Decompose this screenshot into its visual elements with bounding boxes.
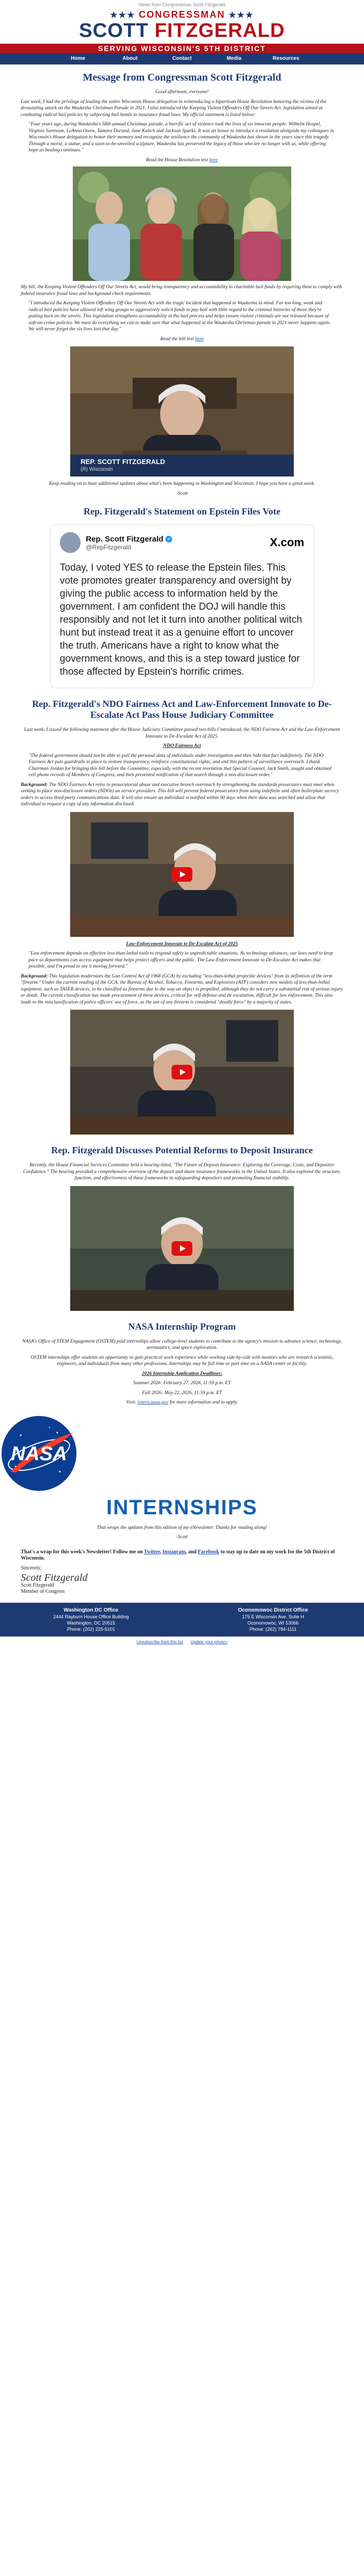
banner-line1: CONGRESSMAN bbox=[138, 9, 225, 20]
family-photo bbox=[73, 166, 291, 281]
star-icon: ★★★ bbox=[225, 11, 254, 20]
nasa-paragraph-2: OSTEM internships offer students an opportunity to gain practical work experience while working side-by-side with mentors who are research scientists, engineers, and individuals from many other professions. Internships may be full time or part time on a NASA center or facility. bbox=[30, 1355, 334, 1367]
epstein-title: Rep. Fitzgerald's Statement on Epstein Files Vote bbox=[83, 506, 281, 517]
avatar bbox=[60, 532, 81, 553]
intern-link[interactable]: intern.nasa.gov bbox=[137, 1400, 168, 1405]
header-banner bbox=[0, 9, 364, 44]
banner-tagline: SERVING WISCONSIN'S 5TH DISTRICT bbox=[0, 44, 364, 53]
ndo-video[interactable] bbox=[70, 812, 294, 937]
message-quote: "Four years ago, during Waukesha's 58th annual Christmas parade, a horrific act of violence took the lives of six innocent people: Wilhelm Hospel, Virginia Sorenson, LeAnna Owen, Tamara Durand, Jane Kulich and Jackson Sparks. It was an honor to introduce a resolution alongside my colleagues in Wisconsin's House delegation to honor their memory and recognize the resilience the community of Waukesha has shown in the years since this tragedy. Through a moral, a statue, and a soon-to-be-unveiled sculpture, Waukesha has preserved the legacy of those who are no longer with us, while offering hope as healing continues." bbox=[29, 122, 334, 153]
deadline-summer: Summer 2026: February 27, 2026, 11:59 p.m. ET bbox=[133, 1381, 231, 1386]
dc-office: Washington DC Office 2444 Rayburn House Office Building Washington, DC 20515 Phone: (202) 225-5101 bbox=[53, 1607, 129, 1632]
play-icon[interactable] bbox=[172, 1065, 192, 1079]
nav-home[interactable]: Home bbox=[71, 56, 85, 61]
closing-paragraph: Keep reading on to hear additional updates about what's been happening in Washington and Wisconsin. I hope you have a great week. bbox=[49, 481, 315, 486]
message-paragraph: Last week, I had the privilege of leading the entire Wisconsin House delegation in reintroducing a bipartisan House Resolution honoring the victims of the devastating attack on the Waukesha Christmas Parade in 2021. I also introduced the Keeping Violent Offenders Off Our Streets Act, legislation aimed at combating radical bail policies by subjecting bail bonds to insurance fraud laws. My official statement is listed below: bbox=[21, 99, 327, 118]
read-bill: Read the bill text here bbox=[160, 336, 204, 342]
nasa-logo-text: NASA bbox=[11, 1442, 67, 1465]
video-caption-district: (R) Wisconsin bbox=[81, 467, 113, 472]
deposit-paragraph: Recently, the House Financial Services Committee held a hearing titled, "The Future of Deposit Insurance: Exploring the Coverage, Costs, and Depositor Confidence." The hearing provided a comprehensive overview of the deposit and share insurance frameworks in the United States. It also explored the structure, function, and effectiveness of these frameworks in safeguarding depositors and promoting financial stability. bbox=[23, 1163, 341, 1181]
oconomowoc-office: Oconomowoc District Office 175 E Wisconsin Ave, Suite H Oconomowoc, WI 53066 Phone: (262) 784-1111 bbox=[238, 1607, 308, 1632]
play-icon[interactable] bbox=[172, 1241, 192, 1256]
deposit-title: Rep. Fitzgerald Discusses Potential Reforms to Deposit Insurance bbox=[51, 1145, 313, 1155]
resolution-link[interactable]: here bbox=[209, 157, 218, 163]
nav-media[interactable]: Media bbox=[226, 56, 242, 61]
banner-first-name: SCOTT bbox=[79, 20, 149, 42]
x-logo-icon: X.com bbox=[269, 536, 304, 549]
video-caption-name: REP. SCOTT FITZGERALD bbox=[81, 458, 165, 466]
privacy-link[interactable]: Update your privacy bbox=[190, 1639, 228, 1644]
signer-name: Scott Fitzgerald bbox=[21, 1582, 54, 1588]
signature: Scott Fitzgerald bbox=[21, 1572, 88, 1583]
play-icon[interactable] bbox=[172, 867, 192, 882]
bill-paragraph: My bill, the Keeping Violent Offenders Off Our Streets Act, would bring transparency and accountability to charitable bail funds by requiring them to comply with federal insurance fraud laws and background check requirements. bbox=[21, 285, 342, 297]
tweet-body: Today, I voted YES to release the Epstein files. This vote promotes greater transparency and oversight by giving the public access to information held by the government. I am confident the DOJ will handle this responsibly and not let it turn into another political witch hunt but instead treat it as a genuine effort to uncover the truth. Americans have a right to know what the government knows, and this is a step toward justice for those affected by Epstein's horrific crimes. bbox=[60, 562, 302, 677]
ndo-intro: Last week, I issued the following statement after the House Judiciary Committee passed two bills I introduced, the NDO Fairness Act and the Law-Enforcement Innovate to De-Escalate Act of 2025. bbox=[24, 727, 340, 739]
ndo-title: Rep. Fitzgerald's NDO Fairness Act and Law-Enforcement Innovate to De-Escalate Act Pass House Judiciary Committee bbox=[32, 699, 332, 720]
signer-role: Member of Congress bbox=[21, 1589, 65, 1594]
de-escalate-video[interactable] bbox=[70, 1010, 294, 1135]
twitter-link[interactable]: Twitter bbox=[144, 1549, 160, 1555]
top-nav bbox=[0, 53, 364, 65]
nasa-signoff: -Scott bbox=[176, 1535, 188, 1540]
tweet-author: Rep. Scott Fitzgerald bbox=[86, 534, 164, 544]
de-escalate-subheading: Law-Enforcement Innovate to De-Escalate Act of 2025 bbox=[126, 941, 238, 947]
tweet-handle: @RepFitzgerald bbox=[86, 543, 131, 551]
tweet-card[interactable] bbox=[50, 524, 314, 688]
signoff: -Scott bbox=[176, 491, 188, 496]
footer bbox=[0, 1603, 364, 1637]
nasa-logo-icon bbox=[0, 1414, 78, 1492]
preheader: News from Congressman Scott Fitzgerald bbox=[138, 2, 226, 7]
unsubscribe-link[interactable]: Unsubscribe from this list bbox=[136, 1639, 183, 1644]
nav-contact[interactable]: Contact bbox=[172, 56, 192, 61]
internships-wordmark: INTERNSHIPS bbox=[106, 1496, 258, 1519]
bill-link[interactable]: here bbox=[195, 336, 204, 342]
star-icon: ★★★ bbox=[110, 11, 139, 20]
read-resolution: Read the House Resolution text here bbox=[146, 157, 218, 163]
banner-last-name: FITZGERALD bbox=[154, 20, 285, 42]
nav-about[interactable]: About bbox=[122, 56, 138, 61]
ndo-subheading: NDO Fairness Act bbox=[163, 743, 201, 749]
ndo-background: Background: The NDO Fairness Act reins in prosecutorial abuse and executive branch overreach by strengthening the standards prosecutors must meet when seeking to place non-disclosure orders (NDOs) on service providers. This bill will prevent federal prosecutors from using indefinite and often boilerplate secrecy orders to access third-party communications data. It will also ensure an individual is notified within 90 days when their data was searched and allow that individual to request a copy of any information disclosed. bbox=[21, 782, 339, 807]
nav-resources[interactable]: Resources bbox=[272, 56, 300, 61]
ndo-quote: "The federal government should not be able to pull the personal data of individuals under investigation and then hide that fact indefinitely. The NDO Fairness Act puts guardrails in place to restore transparency, reinforce constitutional rights, and end this pattern of surveillance overreach. I thank Chairman Jordan for bringing this bill before the Committee, especially with the recent revelation that Special Counsel, Jack Smith, sought and obtained cell phone records of Members of Congress, and then prevented notification of that search through a non-disclosure order." bbox=[29, 753, 332, 778]
wrap-line: That wraps the updates from this edition of my eNewsletter. Thanks for reading along! bbox=[97, 1525, 267, 1530]
house-floor-video[interactable] bbox=[70, 346, 294, 476]
facebook-link[interactable]: Facebook bbox=[198, 1549, 219, 1555]
nasa-paragraph-1: NASA's Office of STEM Engagement (OSTEM) paid internships allow college-level students to contribute to the agency's mission to advance science, technology, aeronautics, and space exploration. bbox=[22, 1338, 342, 1350]
visit-line: Visit: intern.nasa.gov for more information and to apply. bbox=[126, 1400, 238, 1405]
follow-line: That's a wrap for this week's Newsletter! Follow me on Twitter, Instagram, and Facebook to stay up to date on my work for the 5th District of Wisconsin. bbox=[21, 1549, 335, 1561]
de-escalate-background: Background: This legislation modernizes the Gun Control Act of 1968 (GCA) by excluding "less-than-lethal projectile devices" from its definition of the term "firearm." Under the current reading of the GCA, the Bureau of Alcohol, Tobacco, Firearms, and Explosives (ATF) considers new models of less-than-lethal equipment, such as TASER devices, to be classified as firearms due to the way an object is propelled, although they do not carry a substantial risk of serious injury or death. The current classification has made procurement of these devices, critical for self-defense and de-escalation, difficult for law enforcement. This also leads to the misclassification of police officers' use of force, as the use of any firearm is considered "deadly force" by a majority of states. bbox=[21, 973, 343, 1005]
bottom-links bbox=[0, 1637, 364, 1647]
deadlines-heading: 2026 Internship Application Deadlines: bbox=[141, 1371, 223, 1376]
deadline-fall: Fall 2026: May 22, 2026, 11:59 p.m. ET bbox=[142, 1390, 222, 1396]
deposit-video[interactable] bbox=[70, 1186, 294, 1311]
message-title: Message from Congressman Scott Fitzgerald bbox=[83, 72, 281, 83]
verified-icon: ✓ bbox=[165, 536, 172, 543]
bill-quote: "I introduced the Keeping Violent Offenders Off Our Streets Act with the tragic incident that happened in Waukesha in mind. For too long, weak and radical bail policies have allowed left wing groups to aggressively solicit funds to pay bail with little regard to the criminal histories of those they're putting back on the streets. This legislation strengthens accountability in the bail process and helps ensure violent criminals are not released because of soft-on-crime policies. We must do everything we can to make sure that what happened at the Waukesha Christmas parade in 2021 never happens again. We will never forget the six lives lost that day." bbox=[29, 301, 331, 332]
greeting: Good afternoon, everyone! bbox=[155, 89, 209, 95]
sincerely: Sincerely, bbox=[21, 1565, 42, 1571]
nasa-title: NASA Internship Program bbox=[128, 1321, 236, 1332]
de-escalate-quote: "Law enforcement depends on effective less-than-lethal tools to respond safely to unpredictable situations. As technology advances, our laws need to keep pace so departments can access equipment that helps protect officers and the public. The Law-Enforcement Innovate to De-Escalate Act makes that possible, and I'm proud to see it moving forward." bbox=[29, 951, 333, 969]
instagram-link[interactable]: Instagram bbox=[162, 1549, 186, 1555]
video-thumbnail bbox=[70, 346, 294, 476]
